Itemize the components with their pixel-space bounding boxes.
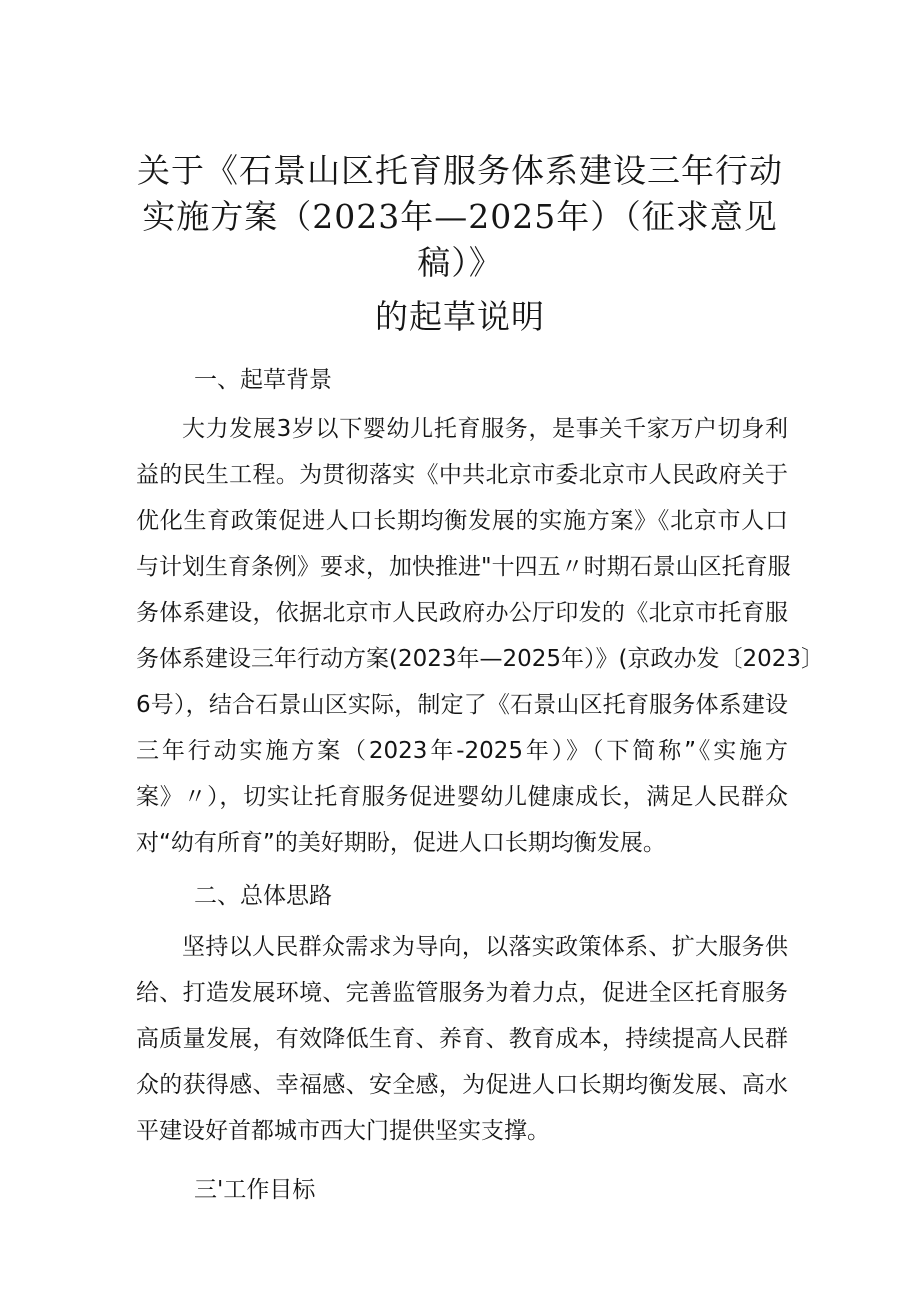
section-heading-background: 一、起草背景 bbox=[194, 367, 332, 393]
paragraph-line: 给、打造发展环境、完善监管服务为着力点，促进全区托育服务 bbox=[136, 980, 788, 1006]
paragraph-line: 优化生育政策促进人口长期均衡发展的实施方案》《北京市人口 bbox=[136, 508, 788, 534]
paragraph-line: 对“幼有所育”的美好期盼，促进人口长期均衡发展。 bbox=[136, 830, 666, 856]
section-paragraph-background bbox=[136, 406, 825, 866]
paragraph-line: 务体系建设，依据北京市人民政府办公厅印发的《北京市托育服 bbox=[136, 600, 788, 626]
paragraph-line: 益的民生工程。为贯彻落实《中共北京市委北京市人民政府关于 bbox=[136, 462, 788, 488]
document-title bbox=[120, 148, 800, 340]
section-heading-approach: 二、总体思路 bbox=[194, 883, 332, 909]
title-line: 稿）》 bbox=[417, 243, 503, 282]
title-line: 关于《石景山区托育服务体系建设三年行动 bbox=[137, 151, 783, 190]
paragraph-line: 众的获得感、幸福感、安全感，为促进人口长期均衡发展、高水 bbox=[136, 1072, 788, 1098]
paragraph-line: 高质量发展，有效降低生育、养育、教育成本，持续提高人民群 bbox=[136, 1026, 788, 1052]
paragraph-line: 6号），结合石景山区实际，制定了《石景山区托育服务体系建设 bbox=[136, 692, 788, 718]
document-body bbox=[136, 360, 825, 1210]
paragraph-line: 务体系建设三年行动方案(2023年—2025年）》(京政办发〔2023〕 bbox=[136, 646, 825, 672]
document-subtitle: 的起草说明 bbox=[375, 297, 545, 336]
title-line: 实施方案（2023年—2025年）（征求意见 bbox=[142, 197, 778, 236]
paragraph-line: 平建设好首都城市西大门提供坚实支撑。 bbox=[136, 1118, 550, 1144]
paragraph-line: 与计划生育条例》要求，加快推进"十四五〃时期石景山区托育服 bbox=[136, 554, 791, 580]
paragraph-line: 大力发展3岁以下婴幼儿托育服务，是事关千家万户切身利 bbox=[182, 416, 788, 442]
section-heading-goals: 三'工作目标 bbox=[194, 1177, 316, 1203]
paragraph-line: 坚持以人民群众需求为导向，以落实政策体系、扩大服务供 bbox=[182, 934, 788, 960]
paragraph-line: 案》〃），切实让托育服务促进婴幼儿健康成长，满足人民群众 bbox=[136, 784, 788, 810]
paragraph-line: 三年行动实施方案（2023年-2025年）》（下简称”《实施方 bbox=[136, 738, 788, 764]
section-paragraph-approach bbox=[136, 924, 788, 1154]
